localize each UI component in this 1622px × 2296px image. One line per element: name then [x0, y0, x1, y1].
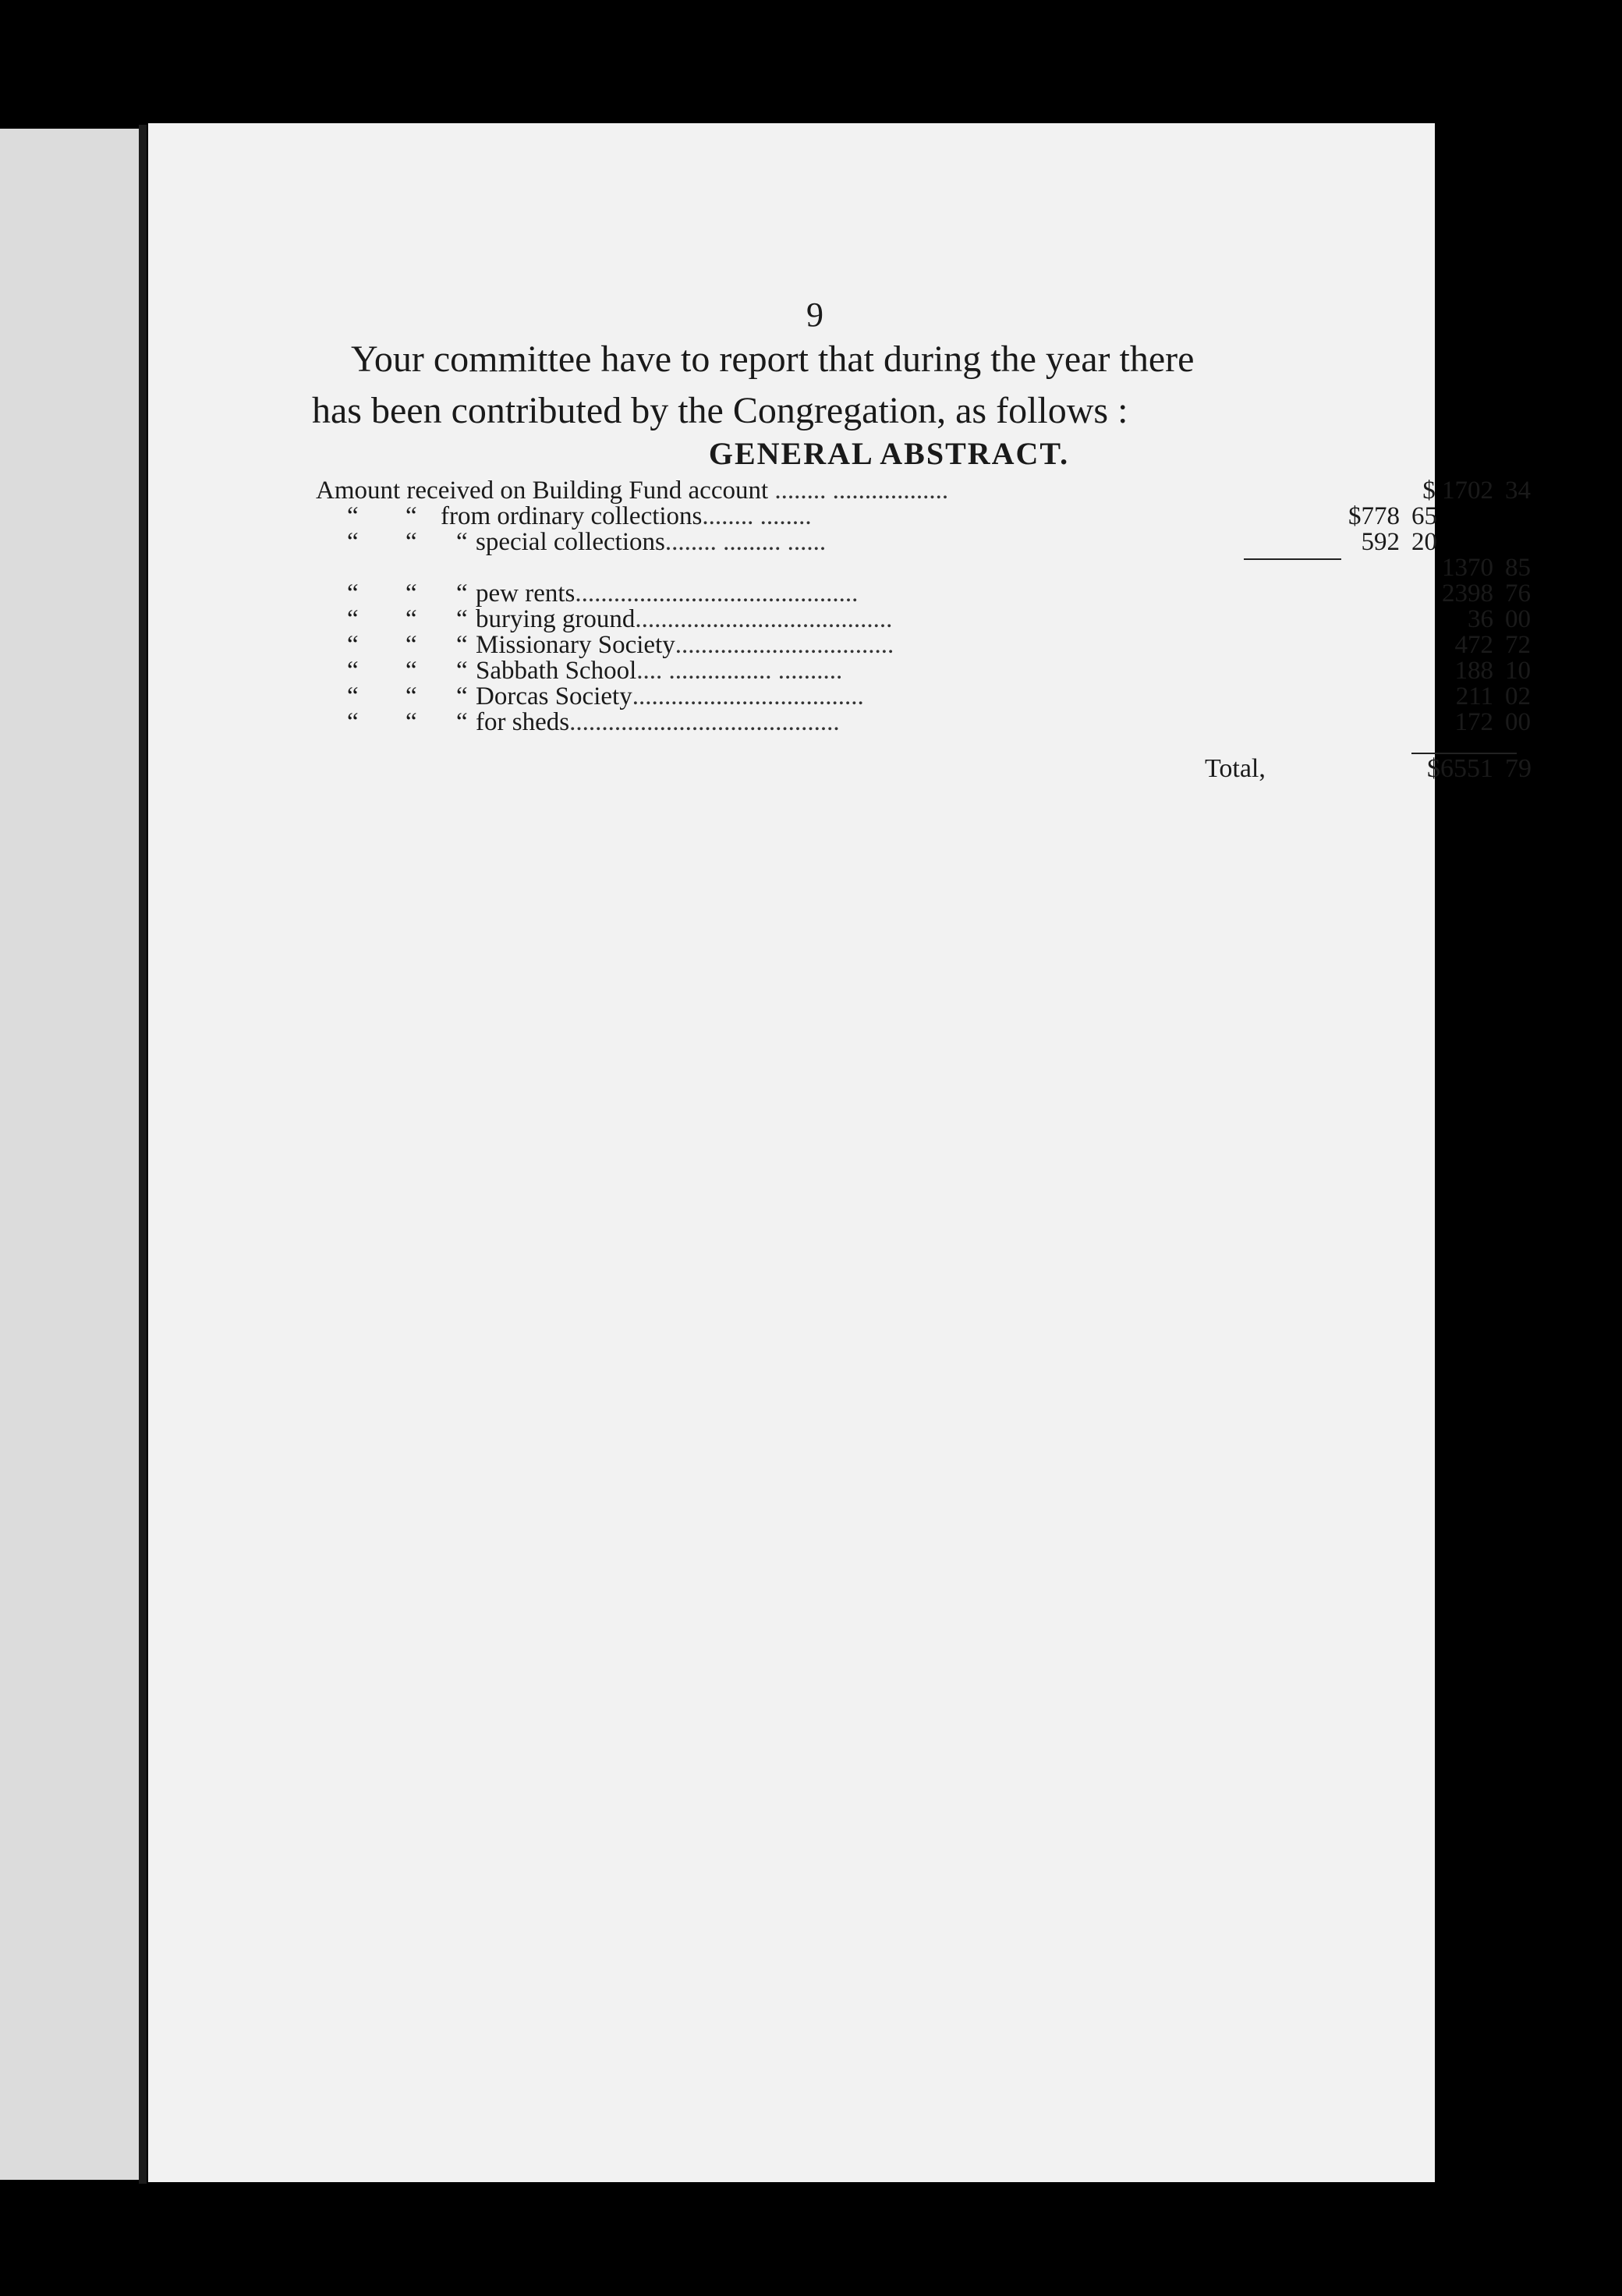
section-heading: GENERAL ABSTRACT. — [708, 436, 1070, 471]
ditto-mark: “ — [406, 682, 417, 710]
table-row — [316, 605, 1531, 633]
row-cents: 00 — [1505, 605, 1531, 633]
row-subamount: 592 — [1361, 528, 1400, 556]
row-subamount: $778 — [1348, 502, 1400, 530]
ditto-mark: “ — [456, 708, 468, 736]
table-row — [316, 657, 1531, 685]
row-amount: $ 1702 — [1422, 477, 1493, 505]
ditto-mark: “ — [347, 502, 359, 530]
row-amount: 1370 — [1442, 554, 1493, 582]
ditto-mark: “ — [456, 657, 468, 685]
ditto-mark: “ — [347, 708, 359, 736]
page-number: 9 — [806, 296, 823, 334]
subtotal-rule — [1244, 558, 1341, 560]
ditto-mark: “ — [456, 528, 468, 556]
row-cents: 00 — [1505, 708, 1531, 736]
ditto-mark: “ — [347, 579, 359, 608]
table-row — [316, 477, 1531, 505]
row-cents: 10 — [1505, 657, 1531, 685]
table-row — [316, 504, 1470, 530]
table-row — [316, 554, 1531, 582]
row-subcents: 20 — [1411, 528, 1437, 556]
ditto-mark: “ — [347, 657, 359, 685]
ditto-mark: “ — [406, 708, 417, 736]
ditto-mark: “ — [406, 631, 417, 659]
ditto-mark: “ — [406, 528, 417, 556]
row-description: pew rents............................................ — [476, 579, 859, 608]
ditto-mark: “ — [347, 528, 359, 556]
table-row — [316, 631, 1531, 659]
intro-line-2: has been contributed by the Congregation, as follows : — [312, 390, 1128, 431]
intro-paragraph — [312, 334, 1466, 437]
ditto-mark: “ — [456, 631, 468, 659]
intro-line-1: Your committee have to report that during the year there — [351, 338, 1195, 380]
row-cents: 76 — [1505, 579, 1531, 608]
table-row — [316, 579, 1531, 608]
row-description: special collections........ ......... ...... — [476, 528, 827, 556]
row-amount: 188 — [1454, 657, 1493, 685]
ditto-mark: “ — [347, 631, 359, 659]
total-cents: 79 — [1505, 754, 1532, 783]
row-description: Dorcas Society.................................... — [476, 682, 864, 710]
row-description: from ordinary collections........ ........ — [441, 502, 812, 530]
row-description: for sheds.......................................... — [476, 708, 840, 736]
row-description: Sabbath School.... ................ .......... — [476, 657, 843, 685]
row-cents: 72 — [1505, 631, 1531, 659]
row-amount: 36 — [1468, 605, 1493, 633]
table-row — [316, 682, 1531, 710]
ditto-mark: “ — [406, 579, 417, 608]
row-amount: 211 — [1455, 682, 1493, 710]
row-amount: 2398 — [1442, 579, 1493, 608]
row-description: burying ground........................................ — [476, 605, 893, 633]
document-page — [148, 123, 1532, 2182]
row-description: Missionary Society.................................. — [476, 631, 894, 659]
ditto-mark: “ — [406, 605, 417, 633]
ditto-mark: “ — [456, 682, 468, 710]
ditto-mark: “ — [347, 682, 359, 710]
table-row — [316, 708, 1531, 736]
row-description: Amount received on Building Fund account ........ .................. — [316, 477, 949, 505]
ditto-mark: “ — [406, 657, 417, 685]
total-row — [316, 749, 1532, 788]
general-abstract-table — [316, 477, 1532, 788]
row-subcents: 65 — [1411, 502, 1437, 530]
row-cents: 02 — [1505, 682, 1531, 710]
total-label: Total, — [1205, 754, 1266, 783]
ditto-mark: “ — [456, 579, 468, 608]
table-row — [316, 530, 1470, 555]
total-amount: $6551 — [1427, 754, 1493, 783]
facing-page-edge — [0, 129, 140, 2180]
ditto-mark: “ — [347, 605, 359, 633]
row-amount: 472 — [1454, 631, 1493, 659]
ditto-mark: “ — [456, 605, 468, 633]
ditto-mark: “ — [406, 502, 417, 530]
row-amount: 172 — [1454, 708, 1493, 736]
book-binding — [139, 125, 147, 2184]
row-cents: 34 — [1505, 477, 1531, 505]
row-cents: 85 — [1505, 554, 1531, 582]
